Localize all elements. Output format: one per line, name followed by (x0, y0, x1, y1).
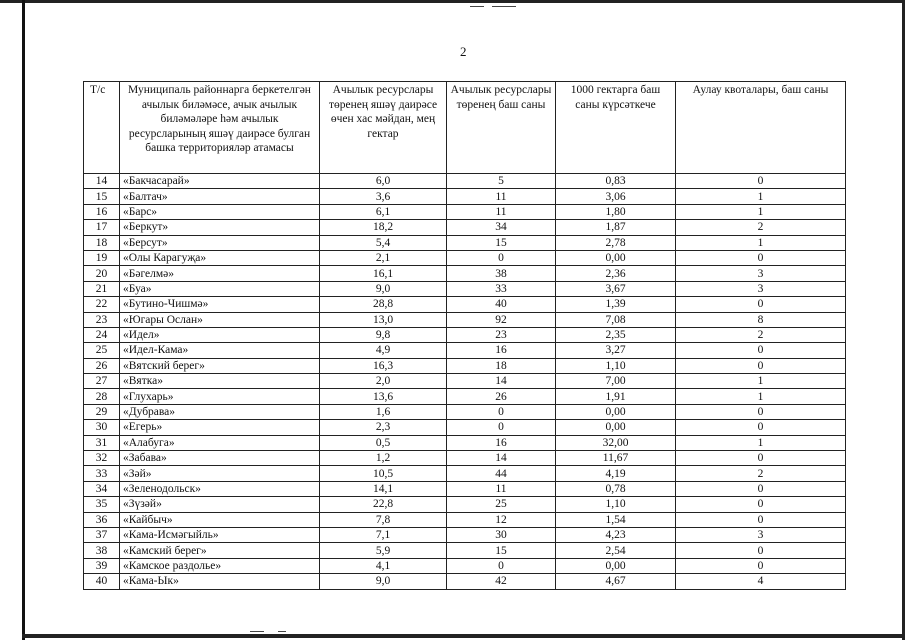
scan-mark (250, 631, 264, 632)
cell-quota: 2 (676, 327, 846, 342)
cell-name: «Кама-Ык» (120, 574, 320, 589)
cell-count: 25 (447, 497, 556, 512)
table-body (84, 174, 846, 590)
cell-index: 24 (84, 327, 120, 342)
cell-area: 9,0 (320, 281, 447, 296)
cell-area: 9,8 (320, 327, 447, 342)
cell-area: 7,8 (320, 512, 447, 527)
cell-area: 3,6 (320, 189, 447, 204)
cell-density: 1,54 (556, 512, 676, 527)
cell-index: 25 (84, 343, 120, 358)
cell-area: 10,5 (320, 466, 447, 481)
cell-index: 35 (84, 497, 120, 512)
cell-density: 4,67 (556, 574, 676, 589)
cell-density: 2,78 (556, 235, 676, 250)
table-row (84, 389, 846, 404)
cell-name: «Зүзәй» (120, 497, 320, 512)
table-row (84, 220, 846, 235)
cell-quota: 3 (676, 266, 846, 281)
cell-quota: 1 (676, 235, 846, 250)
cell-name: «Дубрава» (120, 404, 320, 419)
cell-density: 7,00 (556, 374, 676, 389)
cell-index: 40 (84, 574, 120, 589)
scan-border-left (22, 0, 25, 640)
cell-index: 14 (84, 174, 120, 189)
cell-quota: 3 (676, 527, 846, 542)
column-header-area: Ачылык ресурслары төренең яшәү даирәсе өчен хас мәйдан, мең гектар (320, 82, 447, 174)
cell-area: 16,3 (320, 358, 447, 373)
cell-count: 14 (447, 451, 556, 466)
column-header-quota: Аулау квоталары, баш саны (676, 82, 846, 174)
cell-index: 18 (84, 235, 120, 250)
table-row (84, 281, 846, 296)
cell-name: «Барс» (120, 204, 320, 219)
cell-index: 22 (84, 297, 120, 312)
cell-quota: 1 (676, 374, 846, 389)
cell-name: «Бакчасарай» (120, 174, 320, 189)
cell-count: 12 (447, 512, 556, 527)
cell-name: «Югары Ослан» (120, 312, 320, 327)
cell-index: 27 (84, 374, 120, 389)
table-row (84, 466, 846, 481)
cell-name: «Зәй» (120, 466, 320, 481)
cell-density: 3,27 (556, 343, 676, 358)
table-row (84, 235, 846, 250)
cell-name: «Бутино-Чишмә» (120, 297, 320, 312)
cell-quota: 1 (676, 204, 846, 219)
cell-quota: 0 (676, 512, 846, 527)
cell-quota: 0 (676, 497, 846, 512)
cell-density: 2,35 (556, 327, 676, 342)
scan-mark (470, 6, 484, 7)
cell-density: 0,78 (556, 481, 676, 496)
column-header-index: Т/с (84, 82, 120, 174)
scan-border-bottom (22, 634, 905, 638)
cell-index: 19 (84, 250, 120, 265)
cell-count: 0 (447, 420, 556, 435)
cell-count: 11 (447, 189, 556, 204)
cell-count: 0 (447, 250, 556, 265)
table-row (84, 343, 846, 358)
scan-mark (492, 6, 516, 7)
cell-count: 11 (447, 481, 556, 496)
cell-density: 1,10 (556, 497, 676, 512)
cell-density: 0,00 (556, 250, 676, 265)
cell-index: 21 (84, 281, 120, 296)
cell-count: 15 (447, 543, 556, 558)
cell-index: 37 (84, 527, 120, 542)
cell-quota: 0 (676, 558, 846, 573)
table-row (84, 481, 846, 496)
cell-density: 4,19 (556, 466, 676, 481)
table-row (84, 312, 846, 327)
cell-quota: 3 (676, 281, 846, 296)
cell-density: 2,36 (556, 266, 676, 281)
cell-count: 18 (447, 358, 556, 373)
cell-area: 5,9 (320, 543, 447, 558)
table-header-row (84, 82, 846, 174)
cell-area: 2,3 (320, 420, 447, 435)
table-row (84, 204, 846, 219)
table-row (84, 297, 846, 312)
table-row (84, 358, 846, 373)
cell-quota: 0 (676, 297, 846, 312)
cell-area: 18,2 (320, 220, 447, 235)
cell-count: 44 (447, 466, 556, 481)
cell-density: 1,87 (556, 220, 676, 235)
cell-name: «Забава» (120, 451, 320, 466)
cell-density: 11,67 (556, 451, 676, 466)
cell-quota: 0 (676, 250, 846, 265)
cell-quota: 1 (676, 189, 846, 204)
cell-name: «Берсут» (120, 235, 320, 250)
table-row (84, 327, 846, 342)
cell-name: «Идел-Кама» (120, 343, 320, 358)
cell-density: 3,67 (556, 281, 676, 296)
cell-index: 34 (84, 481, 120, 496)
cell-quota: 0 (676, 481, 846, 496)
cell-density: 1,39 (556, 297, 676, 312)
cell-quota: 0 (676, 358, 846, 373)
cell-index: 16 (84, 204, 120, 219)
cell-index: 30 (84, 420, 120, 435)
cell-count: 23 (447, 327, 556, 342)
cell-quota: 1 (676, 435, 846, 450)
cell-density: 1,80 (556, 204, 676, 219)
cell-density: 0,00 (556, 558, 676, 573)
cell-index: 28 (84, 389, 120, 404)
cell-density: 4,23 (556, 527, 676, 542)
cell-name: «Беркут» (120, 220, 320, 235)
cell-index: 20 (84, 266, 120, 281)
cell-name: «Камское раздолье» (120, 558, 320, 573)
cell-name: «Глухарь» (120, 389, 320, 404)
cell-area: 0,5 (320, 435, 447, 450)
cell-density: 2,54 (556, 543, 676, 558)
cell-density: 1,91 (556, 389, 676, 404)
cell-index: 23 (84, 312, 120, 327)
cell-area: 1,6 (320, 404, 447, 419)
cell-count: 16 (447, 435, 556, 450)
cell-name: «Бәгелмә» (120, 266, 320, 281)
cell-area: 14,1 (320, 481, 447, 496)
cell-quota: 2 (676, 466, 846, 481)
cell-count: 40 (447, 297, 556, 312)
cell-area: 1,2 (320, 451, 447, 466)
table-row (84, 420, 846, 435)
cell-quota: 8 (676, 312, 846, 327)
table-row (84, 250, 846, 265)
cell-quota: 0 (676, 420, 846, 435)
cell-area: 4,1 (320, 558, 447, 573)
table-row (84, 451, 846, 466)
table-row (84, 266, 846, 281)
cell-count: 42 (447, 574, 556, 589)
cell-density: 1,10 (556, 358, 676, 373)
column-header-count: Ачылык ресурслары төренең баш саны (447, 82, 556, 174)
cell-quota: 0 (676, 543, 846, 558)
cell-density: 3,06 (556, 189, 676, 204)
cell-count: 5 (447, 174, 556, 189)
cell-area: 7,1 (320, 527, 447, 542)
cell-quota: 2 (676, 220, 846, 235)
cell-count: 38 (447, 266, 556, 281)
cell-index: 29 (84, 404, 120, 419)
cell-index: 31 (84, 435, 120, 450)
cell-density: 7,08 (556, 312, 676, 327)
cell-count: 26 (447, 389, 556, 404)
table-row (84, 374, 846, 389)
cell-area: 5,4 (320, 235, 447, 250)
cell-name: «Кама-Исмәгыйль» (120, 527, 320, 542)
cell-area: 28,8 (320, 297, 447, 312)
cell-name: «Олы Карагуҗа» (120, 250, 320, 265)
cell-name: «Алабуга» (120, 435, 320, 450)
cell-quota: 0 (676, 343, 846, 358)
cell-area: 16,1 (320, 266, 447, 281)
cell-area: 13,6 (320, 389, 447, 404)
cell-area: 6,1 (320, 204, 447, 219)
table-row (84, 527, 846, 542)
cell-area: 13,0 (320, 312, 447, 327)
cell-density: 0,00 (556, 420, 676, 435)
cell-name: «Кайбыч» (120, 512, 320, 527)
table-row (84, 574, 846, 589)
cell-count: 34 (447, 220, 556, 235)
cell-name: «Егерь» (120, 420, 320, 435)
cell-count: 15 (447, 235, 556, 250)
cell-name: «Идел» (120, 327, 320, 342)
column-header-density: 1000 гектарга баш саны күрсәткече (556, 82, 676, 174)
table-row (84, 404, 846, 419)
cell-count: 0 (447, 404, 556, 419)
cell-quota: 4 (676, 574, 846, 589)
cell-index: 32 (84, 451, 120, 466)
cell-area: 2,0 (320, 374, 447, 389)
cell-area: 9,0 (320, 574, 447, 589)
cell-index: 33 (84, 466, 120, 481)
cell-density: 0,83 (556, 174, 676, 189)
cell-index: 17 (84, 220, 120, 235)
scan-mark (278, 631, 286, 632)
cell-name: «Буа» (120, 281, 320, 296)
table-row (84, 435, 846, 450)
table-row (84, 174, 846, 189)
cell-area: 22,8 (320, 497, 447, 512)
cell-index: 39 (84, 558, 120, 573)
cell-name: «Балтач» (120, 189, 320, 204)
page-number: 2 (460, 44, 467, 59)
cell-area: 6,0 (320, 174, 447, 189)
cell-density: 32,00 (556, 435, 676, 450)
cell-quota: 1 (676, 389, 846, 404)
cell-count: 14 (447, 374, 556, 389)
table-row (84, 512, 846, 527)
cell-index: 15 (84, 189, 120, 204)
table-row (84, 189, 846, 204)
cell-quota: 0 (676, 174, 846, 189)
cell-quota: 0 (676, 404, 846, 419)
cell-name: «Вятский берег» (120, 358, 320, 373)
cell-index: 38 (84, 543, 120, 558)
table-row (84, 543, 846, 558)
cell-count: 33 (447, 281, 556, 296)
cell-density: 0,00 (556, 404, 676, 419)
cell-name: «Зеленодольск» (120, 481, 320, 496)
table-row (84, 558, 846, 573)
cell-index: 36 (84, 512, 120, 527)
cell-count: 92 (447, 312, 556, 327)
cell-index: 26 (84, 358, 120, 373)
table-row (84, 497, 846, 512)
cell-quota: 0 (676, 451, 846, 466)
cell-count: 30 (447, 527, 556, 542)
cell-count: 11 (447, 204, 556, 219)
cell-area: 4,9 (320, 343, 447, 358)
cell-count: 16 (447, 343, 556, 358)
scan-border-top (0, 0, 905, 3)
cell-name: «Вятка» (120, 374, 320, 389)
column-header-name: Муниципаль районнарга беркетелгән ачылык биләмәсе, ачык ачылык биләмәләре һәм ачылык ресурсларының яшәү даирәсе булган башка территорияләр атамасы (120, 82, 320, 174)
cell-name: «Камский берег» (120, 543, 320, 558)
cell-area: 2,1 (320, 250, 447, 265)
cell-count: 0 (447, 558, 556, 573)
quota-table (83, 81, 846, 590)
